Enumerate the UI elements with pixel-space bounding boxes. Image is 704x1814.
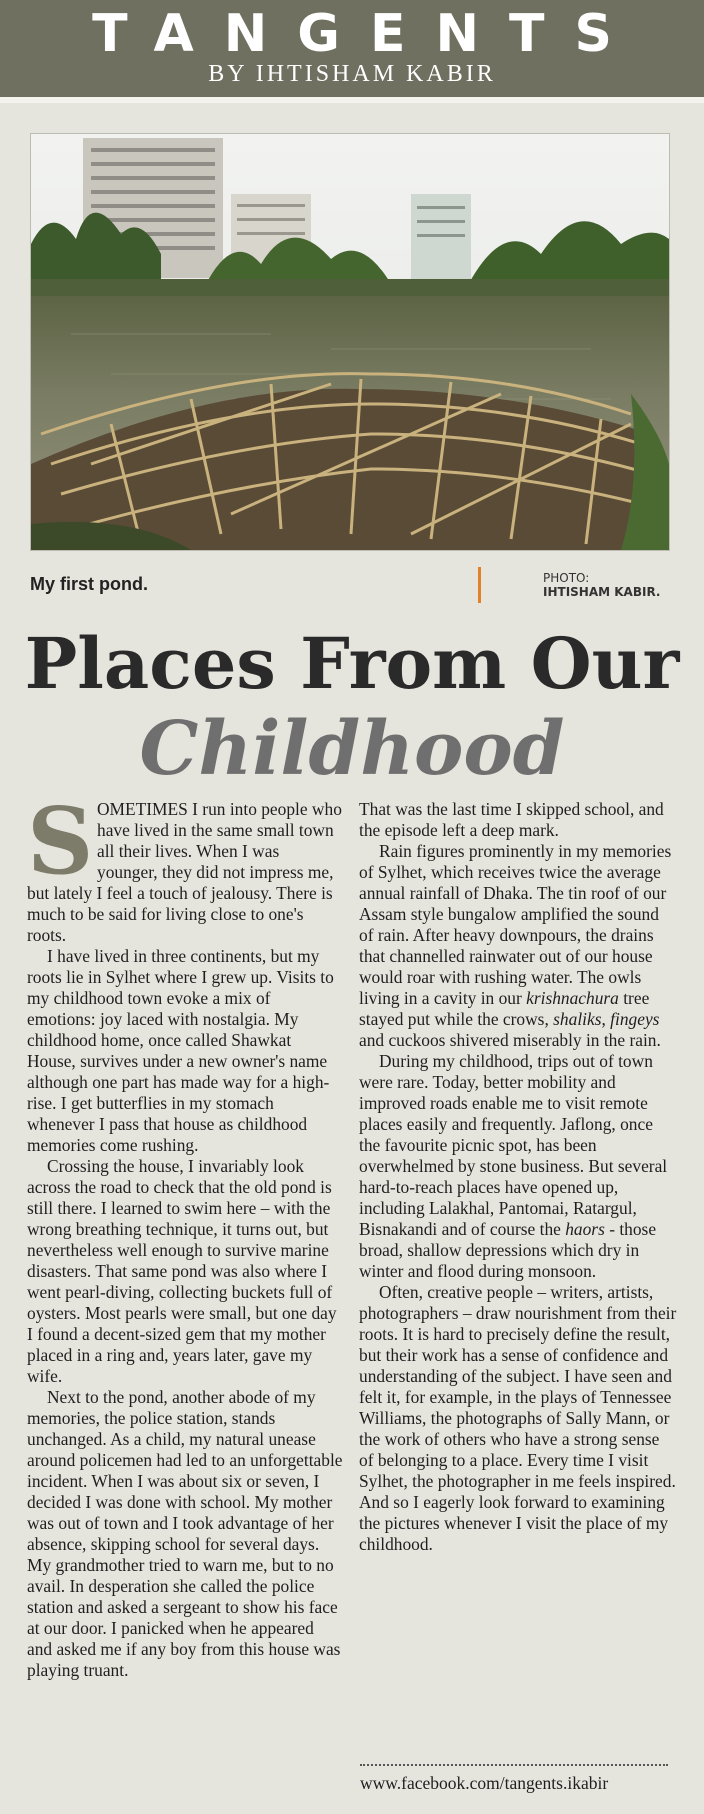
pond-illustration <box>31 134 669 550</box>
article-paragraph: Next to the pond, another abode of my memories, the police station, stands unchanged. As a child, my natural unease around policemen had led to an unforgettable incident. When I was about six or seven, I decided I was done with school. My mother was out of town and I took advantage of her absence, skipping school for several days. My grandmother tried to warn me, but to no avail. In desperation she called the police station and asked a sergeant to show his face at our door. I panicked when he appeared and asked me if any boy from this house was playing truant. <box>27 1387 343 1680</box>
article-column-right <box>359 799 677 1555</box>
article-paragraph: SOMETIMES I run into people who have lived in the same small town all their lives. When I was younger, they did not impress me, but lately I feel a touch of jealousy. There is much to be said for living close to one's roots. <box>27 787 342 945</box>
credit-accent-bar <box>478 567 481 603</box>
column-byline: BY IHTISHAM KABIR <box>208 61 496 87</box>
article-column-left <box>27 787 343 1681</box>
footer-dotted-rule <box>360 1764 668 1766</box>
column-header <box>0 0 704 97</box>
article-paragraph: That was the last time I skipped school, and the episode left a deep mark. <box>359 799 664 840</box>
pond-photo <box>30 133 670 551</box>
article-paragraph: Rain figures prominently in my memories of Sylhet, which receives twice the average annual rainfall of Dhaka. The tin roof of our Assam style bungalow amplified the sound of rain. After heavy downpours, the drains that channelled rainwater out of our house would roar with rushing water. The owls living in a cavity in our krishnachura tree stayed put while the crows, shaliks, fingeys and cuckoos shivered miserably in the rain. <box>359 841 672 1050</box>
column-title: TANGENTS <box>92 4 642 64</box>
photo-credit <box>543 571 660 599</box>
article-paragraph: Crossing the house, I invariably look across the road to check that the old pond is still there. I learned to swim here – with the wrong breathing technique, it turns out, but nevertheless well enough to survive marine disasters. That same pond was also where I went pearl-diving, collecting buckets full of oysters. Most pearls were small, but one day I found a decent-sized gem that my mother placed in a ring and, years later, gave my wife. <box>27 1156 337 1386</box>
drop-cap: S <box>27 787 94 895</box>
photo-credit-name: IHTISHAM KABIR. <box>543 585 661 599</box>
article-paragraph: During my childhood, trips out of town were rare. Today, better mobility and improved roads enable me to visit remote places easily and frequently. Jaflong, once the favourite picnic spot, has been overwhelmed by stone business. But several hard-to-reach places have opened up, including Lalakhal, Pantomai, Ratargul, Bisnakandi and of course the haors - those broad, shallow depressions which dry in winter and flood during monsoon. <box>359 1051 668 1281</box>
photo-credit-label: PHOTO: <box>543 571 590 585</box>
facebook-link[interactable]: www.facebook.com/tangents.ikabir <box>360 1773 609 1793</box>
article-headline: Places From Our <box>24 622 680 705</box>
article-headline-accent: Childhood <box>139 706 565 792</box>
photo-caption: My first pond. <box>30 574 148 594</box>
article-paragraph: Often, creative people – writers, artists, photographers – draw nourishment from their roots. It is hard to precisely define the result, but their work has a sense of confidence and understanding of the subject. I have seen and felt it, for example, in the plays of Tennessee Williams, the photographs of Sally Mann, or the work of others who have a strong sense of belonging to a place. Every time I visit Sylhet, the photographer in me feels inspired. And so I eagerly look forward to examining the pictures whenever I visit the place of my childhood. <box>359 1282 677 1554</box>
header-divider <box>0 97 704 103</box>
article-paragraph: I have lived in three continents, but my roots lie in Sylhet where I grew up. Visits to my childhood town evoke a mix of emotions: joy laced with nostalgia. My childhood home, once called Shawkat House, survives under a new owner's name although one part has made way for a high-rise. I get butterflies in my stomach whenever I pass that house as childhood memories come rushing. <box>27 946 334 1155</box>
